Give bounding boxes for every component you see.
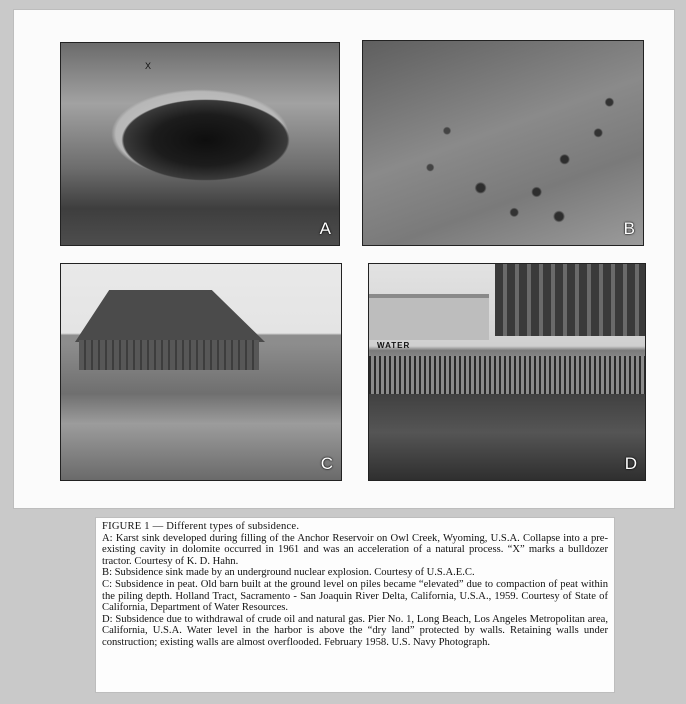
barn-body [79,340,259,370]
panel-letter-a: A [319,219,331,238]
water-sign: WATER [377,341,411,350]
oil-derricks [495,264,645,336]
bulldozer-marker: X [145,61,152,71]
panel-letter-c: C [320,454,333,473]
photo-nuclear-sinks [362,40,644,246]
caption-c: C: Subsidence in peat. Old barn built at the ground level on piles became “elevated” due to compaction of peat within the piling depth. Holland Tract, Sacramento - San Joaquin River Delta, California, U.S.A., 1959. Courtesy of State of California, Department of Water Resources. [102,578,608,614]
photo-harbor-wall [368,263,646,481]
photo-elevated-barn [60,263,342,481]
caption-b: B: Subsidence sink made by an underground nuclear explosion. Courtesy of U.S.A.E.C. [102,567,475,579]
panel-letter-d: D [624,454,637,473]
barn-roof [75,290,265,342]
harbor-shed [369,294,489,340]
panel-letter-b: B [623,219,635,238]
figure-sheet [14,10,674,508]
caption-d: D: Subsidence due to withdrawal of crude oil and natural gas. Pier No. 1, Long Beach, Los Angeles Metropolitan area, California, U.S.A. Water level in the harbor is above the “dry land” protected by walls. Retaining walls under construction; existing walls are almost overflooded. February 1958. U.S. Navy Photograph. [102,613,608,648]
photo-karst-sink [60,42,340,246]
caption-heading: FIGURE 1 — Different types of subsidence. [102,521,300,532]
figure-caption [96,518,614,692]
caption-a: A: Karst sink developed during filling of the Anchor Reservoir on Owl Creek, Wyoming, U.S.A. Collapse into a pre-existing cavity in dolomite occurred in 1961 and was an acceleration of a natural process. “X” marks a bulldozer tractor. Courtesy of K. D. Hahn. [102,532,608,567]
retaining-wall-fence [369,356,645,394]
